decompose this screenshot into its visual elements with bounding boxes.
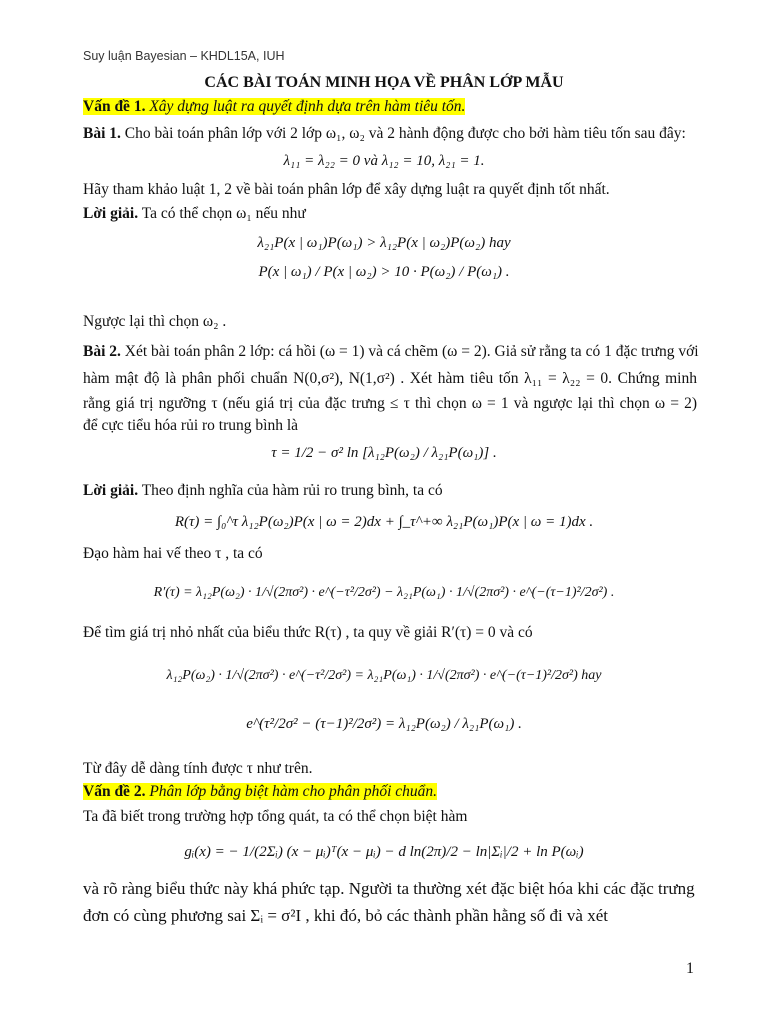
section-text: Phân lớp bằng biệt hàm cho phân phối chuẩn. — [149, 783, 438, 800]
solution-intro — [83, 204, 306, 224]
page-title: CÁC BÀI TOÁN MINH HỌA VỀ PHÂN LỚP MẪU — [204, 74, 564, 91]
equation: λ₁₂P(ω₂) · 1/√(2πσ²) · e^(−τ²/2σ²) = λ₂₁P(ω₁) · 1/√(2πσ²) · e^(−(τ−1)²/2σ²) hay — [166, 668, 602, 683]
equation: R(τ) = ∫₀^τ λ₁₂P(ω₂)P(x | ω = 2)dx + ∫_τ^+∞ λ₂₁P(ω₁)P(x | ω = 1)dx . — [174, 514, 594, 530]
paragraph: Ta đã biết trong trường hợp tổng quát, ta có thể chọn biệt hàm — [83, 808, 468, 825]
section-label: Vấn đề 2. — [83, 783, 146, 800]
paragraph-line: đơn có cùng phương sai Σᵢ = σ²I , khi đó, bỏ các thành phần hằng số đi và xét — [83, 906, 608, 925]
running-header: Suy luận Bayesian – KHDL15A, IUH — [83, 49, 285, 63]
solution-intro — [83, 481, 443, 501]
solution-label: Lời giải. — [83, 205, 139, 222]
equation: τ = 1/2 − σ² ln [λ₁₂P(ω₂) / λ₂₁P(ω₁)] . — [271, 445, 497, 461]
section-1-heading — [83, 97, 465, 117]
paragraph: Để tìm giá trị nhỏ nhất của biểu thức R(τ) , ta quy về giải R′(τ) = 0 và có — [83, 624, 533, 641]
paragraph: Đạo hàm hai vế theo τ , ta có — [83, 545, 263, 562]
equation: λ₁₁ = λ₂₂ = 0 và λ₁₂ = 10, λ₂₁ = 1. — [283, 153, 485, 169]
equation: λ₂₁P(x | ω₁)P(ω₁) > λ₁₂P(x | ω₂)P(ω₂) hay — [257, 235, 511, 251]
problem-label: Bài 1. — [83, 125, 121, 142]
solution-label: Lời giải. — [83, 482, 139, 499]
problem-text: Xét bài toán phân 2 lớp: cá hồi (ω = 1) và cá chẽm (ω = 2). Giả sử rằng ta có 1 đặc trưng với — [124, 343, 699, 360]
paragraph: Từ đây dễ dàng tính được τ như trên. — [83, 760, 313, 777]
equation: R′(τ) = λ₁₂P(ω₂) · 1/√(2πσ²) · e^(−τ²/2σ²) − λ₂₁P(ω₁) · 1/√(2πσ²) · e^(−(τ−1)²/2σ²) . — [153, 585, 615, 600]
solution-text: Ta có thể chọn ω₁ nếu như — [141, 205, 306, 222]
equation: gᵢ(x) = − 1/(2Σᵢ) (x − μᵢ)ᵀ(x − μᵢ) − d ln(2π)/2 − ln|Σᵢ|/2 + ln P(ωᵢ) — [184, 844, 584, 860]
paragraph-line: và rõ ràng biểu thức này khá phức tạp. Người ta thường xét đặc biệt hóa khi các đặc trưng — [83, 879, 695, 898]
paragraph-line: rằng giá trị ngưỡng τ (nếu giá trị của đặc trưng ≤ τ thì chọn ω = 1 và ngược lại thì chọn ω = 2) — [83, 395, 697, 412]
problem-label: Bài 2. — [83, 343, 121, 360]
bai2-statement-line — [83, 342, 697, 362]
solution-text: Theo định nghĩa của hàm rủi ro trung bình, ta có — [141, 482, 443, 499]
section-2-heading — [83, 782, 437, 802]
section-label: Vấn đề 1. — [83, 98, 146, 115]
paragraph: Hãy tham khảo luật 1, 2 về bài toán phân lớp để xây dựng luật ra quyết định tốt nhất. — [83, 181, 610, 198]
section-text: Xây dựng luật ra quyết định dựa trên hàm tiêu tốn. — [149, 98, 466, 115]
page-number: 1 — [686, 960, 694, 977]
problem-text: Cho bài toán phân lớp với 2 lớp ω₁, ω₂ và 2 hành động được cho bởi hàm tiêu tốn sau đây: — [124, 125, 686, 142]
paragraph-line: hàm mật độ là phân phối chuẩn N(0,σ²), N(1,σ²) . Xét hàm tiêu tốn λ₁₁ = λ₂₂ = 0. Chứng minh — [83, 370, 697, 387]
paragraph-line: để cực tiểu hóa rủi ro trung bình là — [83, 417, 299, 434]
paragraph: Ngược lại thì chọn ω₂ . — [83, 313, 227, 330]
bai1-statement — [83, 124, 686, 144]
equation: P(x | ω₁) / P(x | ω₂) > 10 · P(ω₂) / P(ω₁) . — [258, 264, 510, 280]
equation: e^(τ²/2σ² − (τ−1)²/2σ²) = λ₁₂P(ω₂) / λ₂₁P(ω₁) . — [246, 716, 522, 732]
